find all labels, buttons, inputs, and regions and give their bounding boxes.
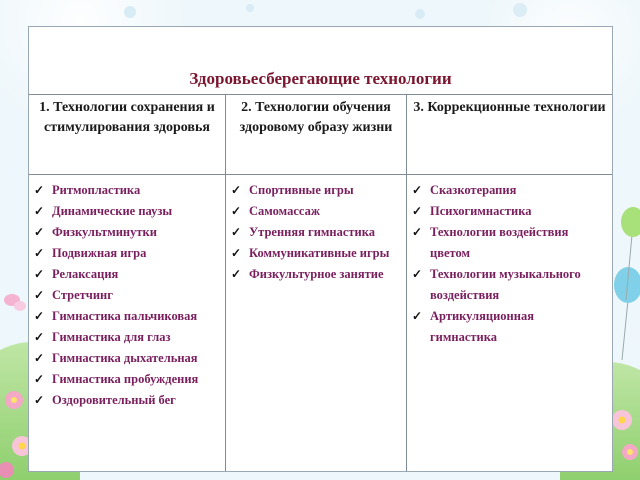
list-item xyxy=(410,201,610,222)
list-item xyxy=(229,222,405,243)
check-mark-icon: ✓ xyxy=(34,372,45,386)
check-mark-icon: ✓ xyxy=(231,267,242,281)
list-item-label: Технологии воздействия цветом xyxy=(430,225,569,260)
list-item-label: Артикуляционная гимнастика xyxy=(430,309,534,344)
check-mark-icon: ✓ xyxy=(231,246,242,260)
list-item-label: Динамические паузы xyxy=(52,204,173,218)
list-item xyxy=(410,264,600,306)
list-item xyxy=(32,306,202,327)
list-item xyxy=(229,201,405,222)
check-mark-icon: ✓ xyxy=(34,330,45,344)
list-item xyxy=(229,243,399,264)
list-item-label: Коммуникативные игры xyxy=(249,246,390,260)
check-mark-icon: ✓ xyxy=(412,225,423,239)
column-header-3: 3. Коррекционные технологии xyxy=(413,100,606,115)
list-item xyxy=(32,285,222,306)
list-item xyxy=(229,264,399,285)
list-item-label: Физкультурное занятие xyxy=(249,267,384,281)
list-item-label: Спортивные игры xyxy=(249,183,354,197)
column-divider xyxy=(406,94,407,472)
list-item xyxy=(32,369,202,390)
list-item xyxy=(410,180,610,201)
list-item xyxy=(32,390,222,411)
list-item-label: Оздоровительный бег xyxy=(52,393,176,407)
column-header-1: 1. Технологии сохранения и стимулирования здоровья xyxy=(39,100,215,135)
list-item-label: Самомассаж xyxy=(249,204,320,218)
list-item xyxy=(32,264,222,285)
check-mark-icon: ✓ xyxy=(412,267,423,281)
table-title: Здоровьесберегающие технологии xyxy=(189,69,452,88)
list-item xyxy=(32,201,222,222)
list-item-label: Подвижная игра xyxy=(52,246,147,260)
list-item-label: Гимнастика пальчиковая xyxy=(52,309,198,323)
list-item-label: Ритмопластика xyxy=(52,183,141,197)
check-mark-icon: ✓ xyxy=(412,309,423,323)
list-item-label: Технологии музыкального воздействия xyxy=(430,267,581,302)
list-item xyxy=(229,180,405,201)
list-item xyxy=(32,348,202,369)
check-mark-icon: ✓ xyxy=(34,183,45,197)
list-item xyxy=(410,306,600,348)
check-mark-icon: ✓ xyxy=(412,183,423,197)
list-item-label: Гимнастика дыхательная xyxy=(52,351,198,365)
check-mark-icon: ✓ xyxy=(34,288,45,302)
list-item xyxy=(32,222,222,243)
check-mark-icon: ✓ xyxy=(231,225,242,239)
check-mark-icon: ✓ xyxy=(34,225,45,239)
check-mark-icon: ✓ xyxy=(34,204,45,218)
check-mark-icon: ✓ xyxy=(412,204,423,218)
list-item-label: Релаксация xyxy=(52,267,119,281)
list-item xyxy=(410,222,600,264)
list-item-label: Утренняя гимнастика xyxy=(249,225,376,239)
check-mark-icon: ✓ xyxy=(34,393,45,407)
technologies-table xyxy=(28,26,613,472)
column-header-2: 2. Технологии обучения здоровому образу жизни xyxy=(239,100,393,135)
list-item-label: Гимнастика для глаз xyxy=(52,330,171,344)
list-item-label: Физкультминутки xyxy=(52,225,157,239)
list-item xyxy=(32,327,222,348)
check-mark-icon: ✓ xyxy=(34,267,45,281)
column-list-2 xyxy=(229,180,405,285)
table-header-row xyxy=(29,94,612,175)
list-item-label: Психогимнастика xyxy=(430,204,532,218)
list-item-label: Стретчинг xyxy=(52,288,113,302)
check-mark-icon: ✓ xyxy=(34,309,45,323)
list-item-label: Сказкотерапия xyxy=(430,183,517,197)
column-divider xyxy=(225,94,226,472)
check-mark-icon: ✓ xyxy=(34,246,45,260)
column-list-1 xyxy=(32,180,222,411)
column-list-3 xyxy=(410,180,610,348)
list-item xyxy=(32,180,222,201)
check-mark-icon: ✓ xyxy=(231,183,242,197)
list-item xyxy=(32,243,222,264)
list-item-label: Гимнастика пробуждения xyxy=(52,372,199,386)
check-mark-icon: ✓ xyxy=(34,351,45,365)
table-title-row xyxy=(29,27,612,95)
check-mark-icon: ✓ xyxy=(231,204,242,218)
